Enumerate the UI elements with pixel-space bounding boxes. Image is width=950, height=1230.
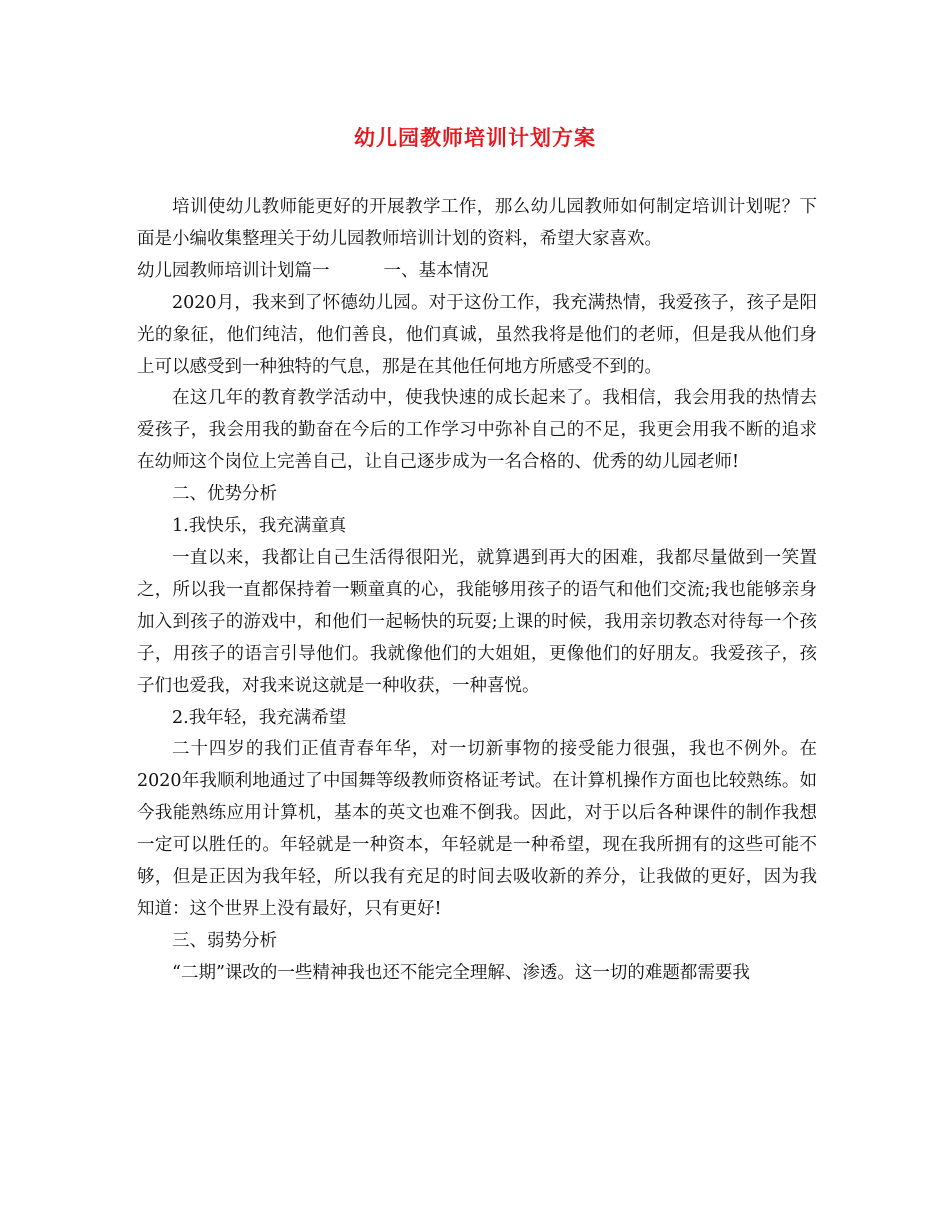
paragraph-basic-2: 在这几年的教育教学活动中，使我快速的成长起来了。我相信，我会用我的热情去爱孩子，我会用我的勤奋在今后的工作学习中弥补自己的不足，我更会用我不断的追求在幼师这个岗位上完善自己，让自己逐步成为一名合格的、优秀的幼儿园老师!: [137, 388, 817, 473]
section-heading-weaknesses: 三、弱势分析: [172, 930, 277, 951]
paragraph-weaknesses: “二期”课改的一些精神我也还不能完全理解、渗透。这一切的难题都需要我: [172, 962, 750, 983]
article-label-line: [137, 256, 817, 288]
section-heading-strengths: 二、优势分析: [172, 484, 277, 505]
point-heading-1: 1.我快乐，我充满童真: [172, 516, 347, 537]
section-heading-basic: 一、基本情况: [383, 260, 489, 281]
document-title: 幼儿园教师培训计划方案: [354, 125, 596, 150]
document-body: [137, 192, 817, 990]
point-text-1: 一直以来，我都让自己生活得很阳光，就算遇到再大的困难，我都尽量做到一笑置之，所以我一直都保持着一颗童真的心，我能够用孩子的语气和他们交流;我也能够亲身加入到孩子的游戏中，和他们一起畅快的玩耍;上课的时候，我用亲切教态对待每一个孩子，用孩子的语言引导他们。我就像他们的大姐姐，更像他们的好朋友。我爱孩子，孩子们也爱我，对我来说这就是一种收获，一种喜悦。: [137, 547, 817, 696]
intro-paragraph: 培训使幼儿教师能更好的开展教学工作，那么幼儿园教师如何制定培训计划呢？下面是小编收集整理关于幼儿园教师培训计划的资料，希望大家喜欢。: [137, 197, 817, 249]
paragraph-basic-1: 2020月，我来到了怀德幼儿园。对于这份工作，我充满热情，我爱孩子，孩子是阳光的象征，他们纯洁，他们善良，他们真诚，虽然我将是他们的老师，但是我从他们身上可以感受到一种独特的气息，那是在其他任何地方所感受不到的。: [137, 292, 817, 377]
point-heading-2: 2.我年轻，我充满希望: [172, 707, 347, 728]
point-text-2: 二十四岁的我们正值青春年华，对一切新事物的接受能力很强，我也不例外。在2020年我顺利地通过了中国舞等级教师资格证考试。在计算机操作方面也比较熟练。如今我能熟练应用计算机，基本的英文也难不倒我。因此，对于以后各种课件的制作我想一定可以胜任的。年轻就是一种资本，年轻就是一种希望，现在我所拥有的这些可能不够，但是正因为我年轻，所以我有充足的时间去吸收新的养分，让我做的更好，因为我知道：这个世界上没有最好，只有更好!: [137, 739, 817, 919]
article-label: 幼儿园教师培训计划篇一: [137, 260, 330, 281]
